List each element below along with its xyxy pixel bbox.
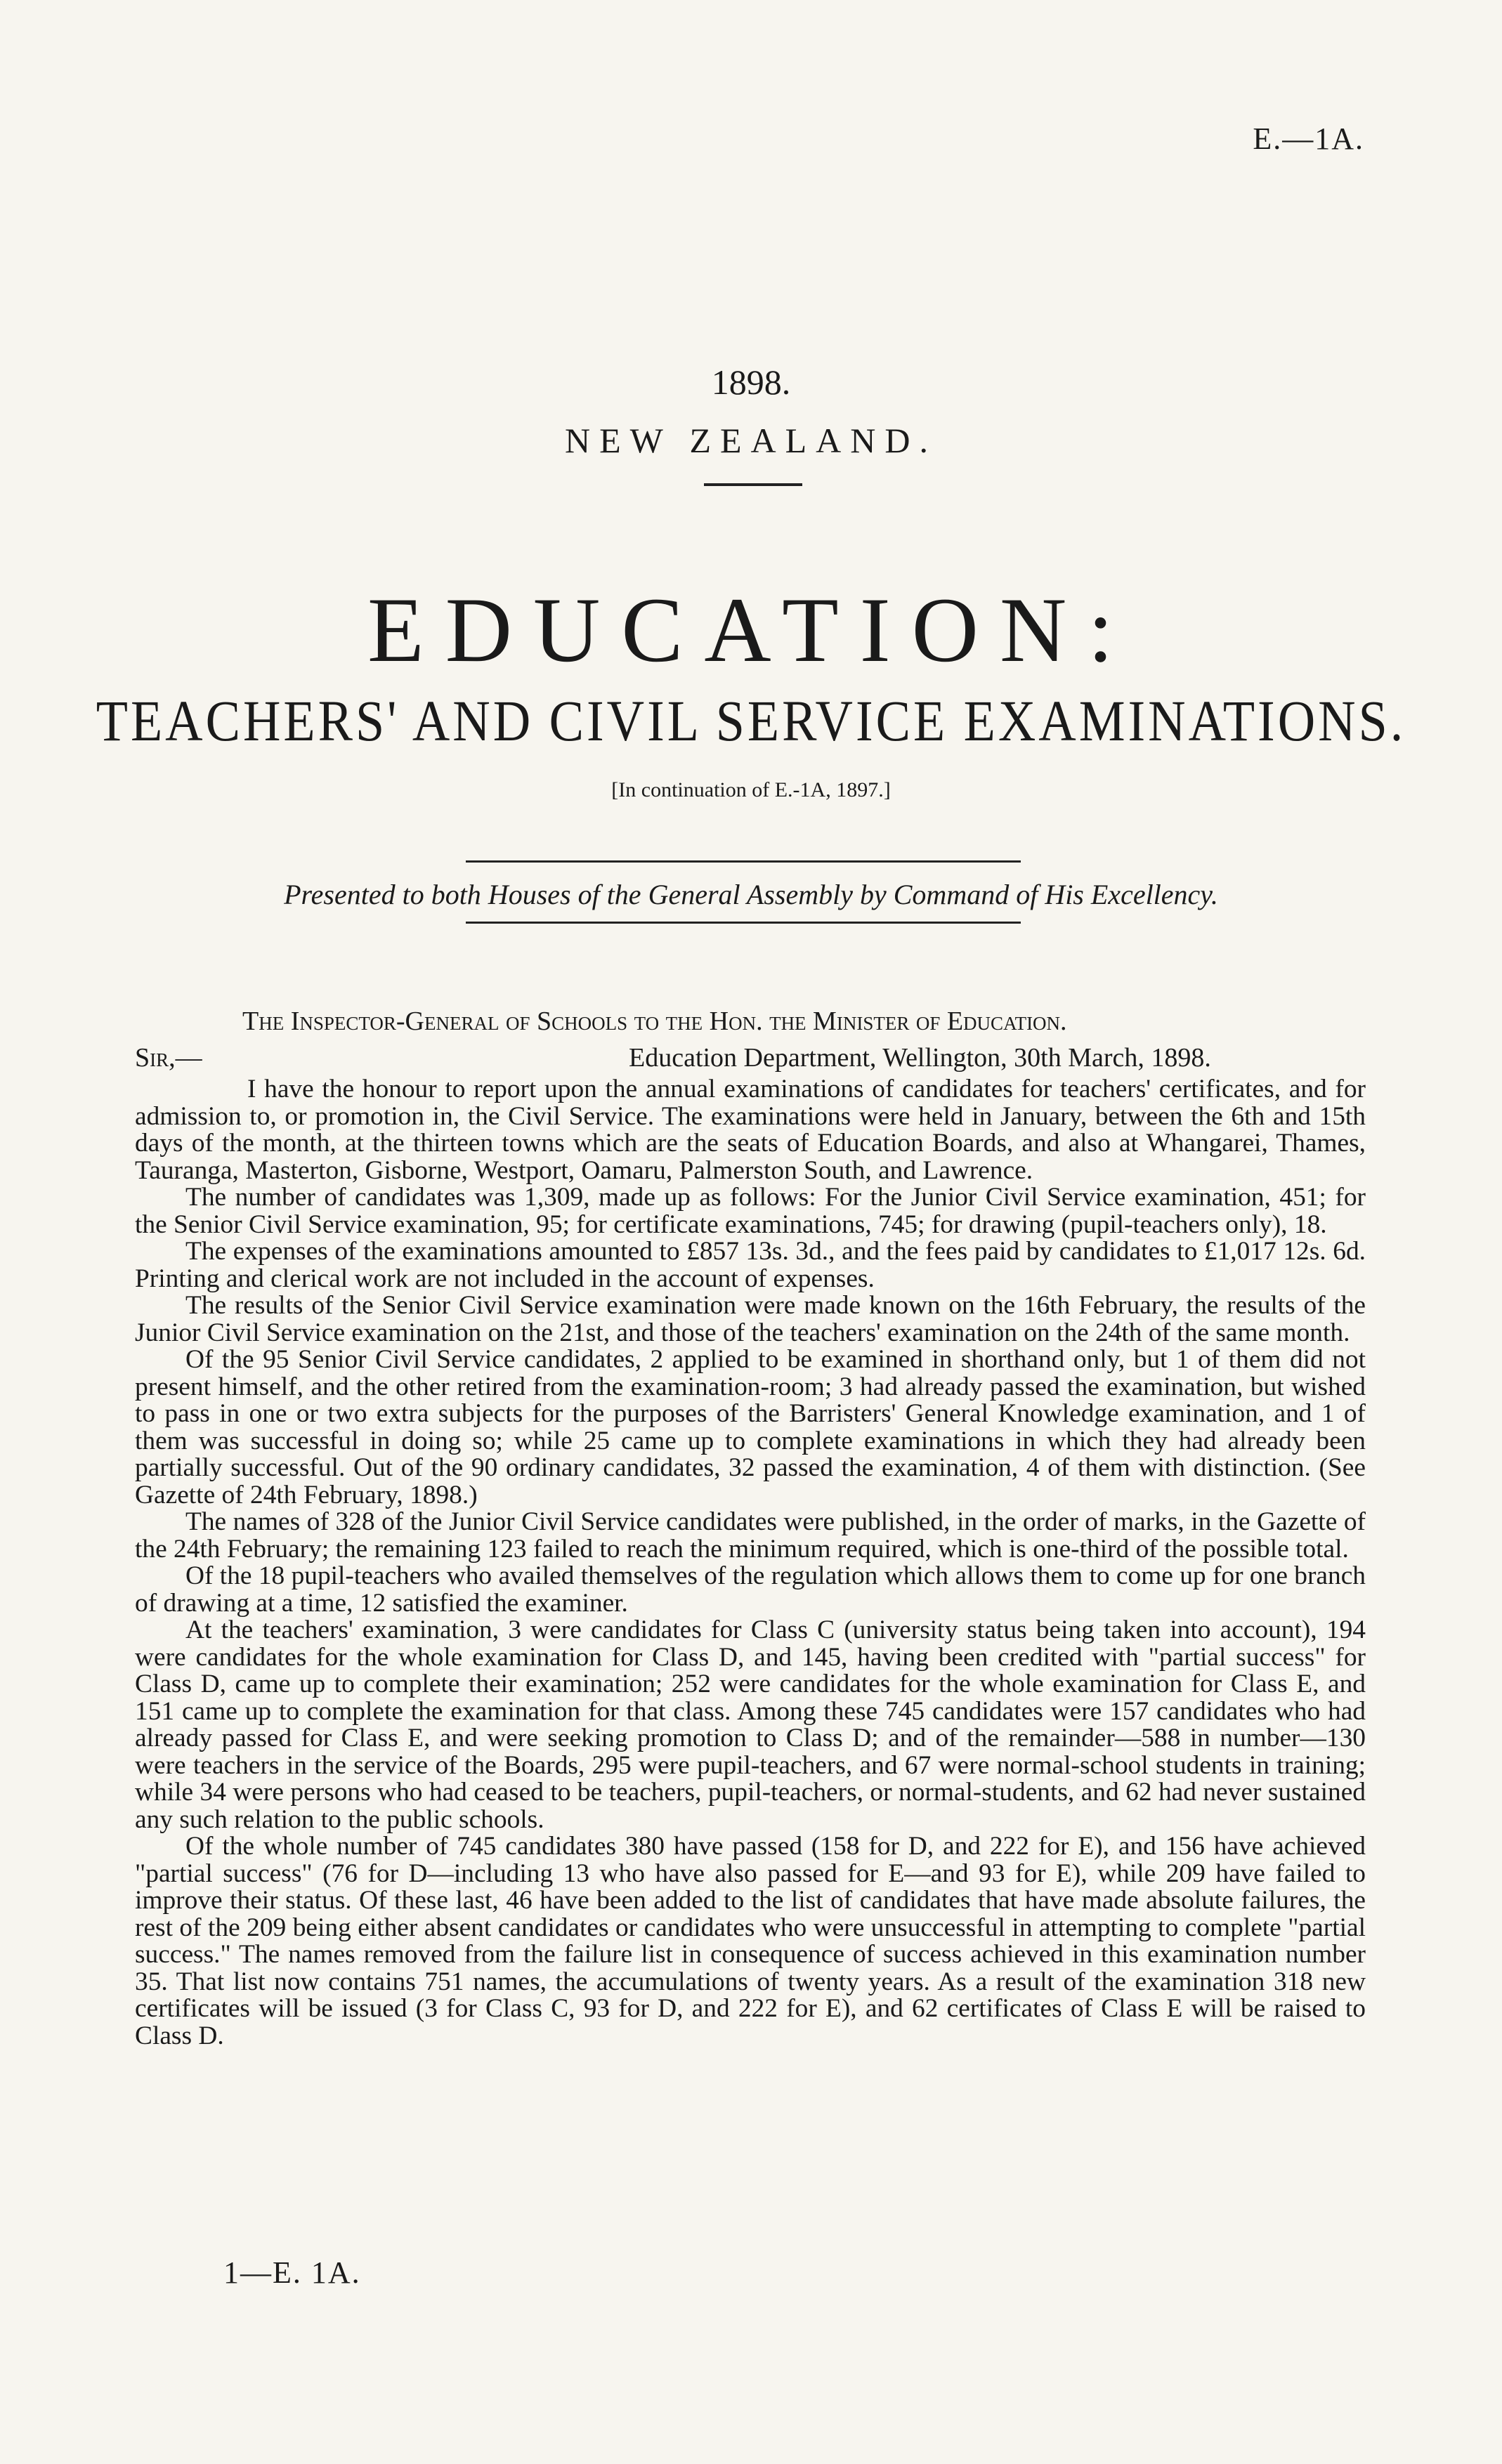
document-subtitle: TEACHERS' AND CIVIL SERVICE EXAMINATIONS.	[96, 689, 1406, 754]
divider-rule	[466, 860, 1021, 863]
paragraph: Of the 18 pupil-teachers who availed themselves of the regulation which allows them to come up for one branch of drawing at a time, 12 satisfied the examiner.	[135, 1561, 1366, 1618]
paragraph: At the teachers' examination, 3 were candidates for Class C (university status being taken into account), 194 were candidates for the whole examination for Class D, and 145, having been credited with "partial success" for Class D, came up to complete their examination; 252 were candidates for the whole examination for Class E, and 151 came up to complete the examination for that class. Among these 745 candidates were 157 candidates who had already passed for Class E, and were seeking promotion to Class D; and of the remainder—588 in number—130 were teachers in the service of the Boards, 295 were pupil-teachers, and 67 were normal-school students in training; while 34 were persons who had ceased to be teachers, pupil-teachers, or normal-students, and 62 had never sustained any such relation to the public schools.	[135, 1616, 1366, 1834]
presentation-line: Presented to both Houses of the General Assembly by Command of His Excellency.	[284, 879, 1218, 910]
paragraph: The results of the Senior Civil Service examination were made known on the 16th February, the results of the Junior Civil Service examination on the 21st, and those of the teachers' examination on the 24th of the same month.	[135, 1291, 1366, 1347]
country-heading: NEW ZEALAND.	[565, 421, 937, 460]
paragraph: The names of 328 of the Junior Civil Service candidates were published, in the order of marks, in the Gazette of the 24th February; the remaining 123 failed to reach the minimum required, which is one-third of the possible total.	[135, 1507, 1366, 1564]
letter-salutation: Sir,—	[135, 1043, 202, 1073]
paragraph: Of the whole number of 745 candidates 380 have passed (158 for D, and 222 for E), and 156 have achieved "partial success" (76 for D—including 13 who have also passed for E—and 93 for E), while 209 have failed to improve their status. Of these last, 46 have been added to the list of candidates that have made absolute failures, the rest of the 209 being either absent candidates or candidates who were unsuccessful in attempting to complete "partial success." The names removed from the failure list in consequence of success achieved in this examination number 35. That list now contains 751 names, the accumulations of twenty years. As a result of the examination 318 new certificates will be issued (3 for Class C, 93 for D, and 222 for E), and 62 certificates of Class E will be raised to Class D.	[135, 1832, 1366, 2050]
paragraph: Of the 95 Senior Civil Service candidates, 2 applied to be examined in shorthand only, but 1 of them did not present himself, and the other retired from the examination-room; 3 had already passed the examination, but wished to pass in one or two extra subjects for the purposes of the Barristers' General Knowledge examination, and 1 of them was successful in doing so; while 25 came up to complete examinations in which they had already been partially successful. Out of the 90 ordinary candidates, 32 passed the examination, 4 of them with distinction. (See Gazette of 24th February, 1898.)	[135, 1345, 1366, 1509]
paragraph: I have the honour to report upon the annual examinations of candidates for teachers' certificates, and for admission to, or promotion in, the Civil Service. The examinations were held in January, between the 6th and 15th days of the month, at the thirteen towns which are the seats of Education Boards, and also at Whangarei, Thames, Tauranga, Masterton, Gisborne, Westport, Oamaru, Palmerston South, and Lawrence.	[135, 1075, 1366, 1185]
divider-rule	[704, 483, 802, 486]
letter-addressee: The Inspector-General of Schools to the Hon. the Minister of Education.	[242, 1007, 1067, 1036]
document-reference: E.—1A.	[1253, 122, 1364, 156]
paragraph: The number of candidates was 1,309, made up as follows: For the Junior Civil Service examination, 451; for the Senior Civil Service examination, 95; for certificate examinations, 745; for drawing (pupil-teachers only), 18.	[135, 1183, 1366, 1239]
letter-body	[135, 1076, 1366, 2050]
document-title: EDUCATION:	[367, 578, 1135, 681]
continuation-note: [In continuation of E.-1A, 1897.]	[611, 778, 891, 801]
letter-dateline: Education Department, Wellington, 30th March, 1898.	[629, 1043, 1211, 1073]
paragraph: The expenses of the examinations amounted to £857 13s. 3d., and the fees paid by candidates to £1,017 12s. 6d. Printing and clerical work are not included in the account of expenses.	[135, 1237, 1366, 1293]
page-signature: 1—E. 1A.	[223, 2255, 361, 2290]
publication-year: 1898.	[711, 362, 791, 402]
divider-rule	[466, 922, 1021, 924]
